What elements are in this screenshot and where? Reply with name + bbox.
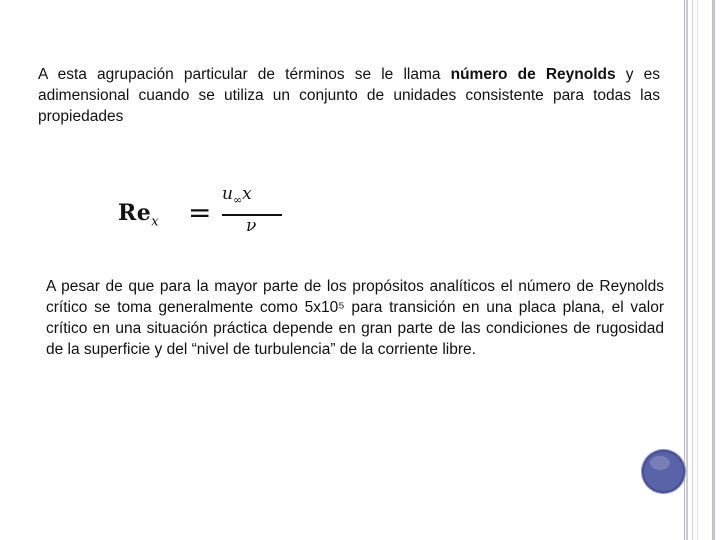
decorative-rail <box>686 0 688 540</box>
intro-paragraph <box>38 64 660 127</box>
formula-numerator: $u_\infty x$ <box>222 184 252 207</box>
reynolds-formula <box>118 178 298 248</box>
critical-reynolds-paragraph: A pesar de que para la mayor parte de los propósitos analíticos el número de Reynolds crítico se toma generalmente como 5x10⁵ para transición en una placa plana, el valor crítico en una situación práctica depende en gran parte de las condiciones de rugosidad de la superficie y del “nivel de turbulencia” de la corriente libre. <box>46 278 664 358</box>
decorative-rail <box>692 0 693 540</box>
formula-denominator: ν <box>246 216 257 236</box>
decorative-rail <box>712 0 715 540</box>
slide-nav-circle[interactable] <box>642 450 685 493</box>
intro-text-before: A esta agrupación particular de términos se le llama <box>38 66 451 83</box>
intro-text-after: y es adimensional cuando se utiliza un conjunto de unidades consistente para todas las propiedades <box>38 66 660 125</box>
formula-equals: = <box>188 196 212 229</box>
slide-edge-divider <box>684 0 685 540</box>
formula-lhs: $Re_x$ <box>118 200 160 230</box>
decorative-rail <box>697 0 698 540</box>
reynolds-number-term: número de Reynolds <box>450 66 616 83</box>
